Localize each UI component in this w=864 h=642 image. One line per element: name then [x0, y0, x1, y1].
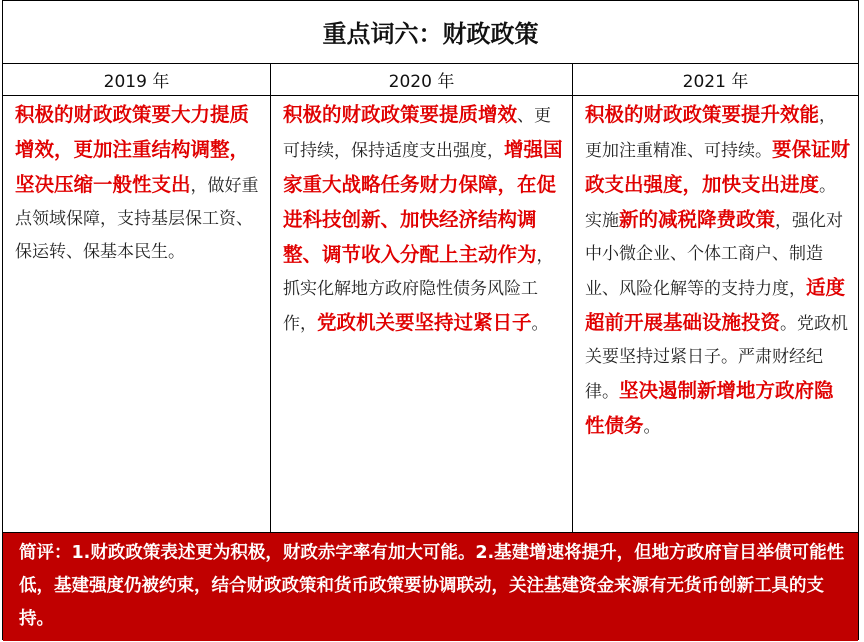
summary-comment: 简评：1.财政政策表述更为积极，财政赤字率有加大可能。2.基建增速将提升，但地方政府盲目举债可能性低，基建强度仍被约束，结合财政政策和货币政策要协调联动，关注基建资金来源有无货币创新工具的支持。	[3, 533, 858, 641]
emphasis-text: 积极的财政政策要大力提质增效，更加注重结构调整，坚决压缩一般性支出	[15, 103, 250, 196]
year-header-2020: 2020 年	[388, 71, 455, 92]
body-text: 、更可持续，保持适度支出强度，	[283, 106, 552, 161]
body-text: 。	[643, 417, 661, 437]
emphasis-text: 新的减税降费政策	[619, 208, 776, 231]
emphasis-text: 适度超前开展基础设施投资	[585, 276, 846, 334]
body-text: 。党政机关要坚持过紧日子。严肃财经纪律。	[585, 314, 849, 402]
body-text: ，更加注重精准、可持续。	[585, 106, 837, 161]
body-text: ，抓实化解地方政府隐性债务风险工作，	[283, 246, 554, 334]
page-title: 重点词六：财政政策	[322, 20, 539, 48]
policy-text-2019	[3, 96, 270, 532]
year-header-2019: 2019 年	[103, 71, 170, 92]
emphasis-text: 党政机关要坚持过紧日子	[317, 311, 532, 334]
policy-text-2021	[573, 96, 858, 532]
emphasis-text: 要保证财政支出强度，加快支出进度	[585, 138, 851, 196]
emphasis-text: 坚决遏制新增地方政府隐性债务	[585, 379, 834, 437]
body-text: ，做好重点领域保障，支持基层保工资、保运转、保基本民生。	[15, 176, 259, 262]
emphasis-text: 积极的财政政策要提质增效	[283, 103, 518, 126]
emphasis-text: 增强国家重大战略任务财力保障，在促进科技创新、加快经济结构调整、调节收入分配上主动作为	[283, 138, 563, 266]
emphasis-text: 积极的财政政策要提升效能	[585, 103, 820, 126]
policy-text-2020	[271, 96, 572, 532]
year-header-2021: 2021 年	[682, 71, 749, 92]
body-text: 。	[531, 314, 549, 334]
body-text: 。实施	[585, 176, 837, 231]
body-text: ，强化对中小微企业、个体工商户、制造业、风险化解等的支持力度，	[585, 211, 844, 299]
